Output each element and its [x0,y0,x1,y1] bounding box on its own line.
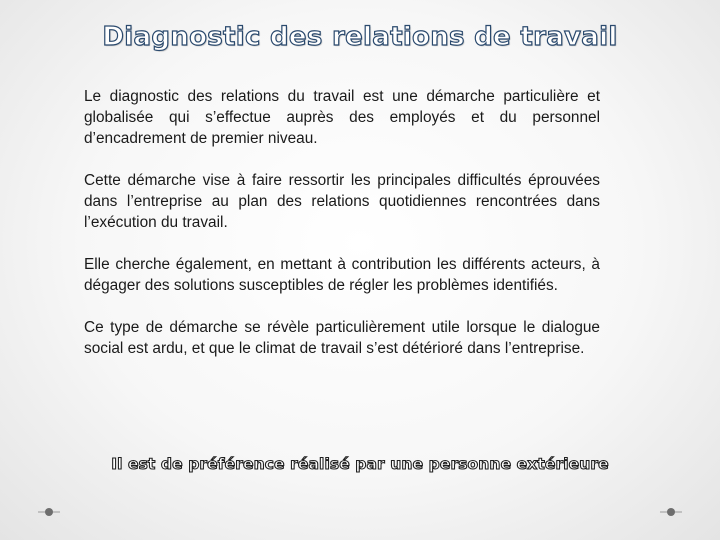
slide-conclusion: Il est de préférence réalisé par une personne extérieure [111,455,609,473]
paragraph-2: Cette démarche vise à faire ressortir les principales difficultés éprouvées dans l’entreprise au plan des relations quotidiennes rencontrées dans l’exécution du travail. [84,172,600,231]
slide-body [84,86,600,380]
pin-dot-icon [38,505,60,519]
pin-dot-icon [660,505,682,519]
paragraph-3: Elle cherche également, en mettant à contribution les différents acteurs, à dégager des solutions susceptibles de régler les problèmes identifiés. [84,256,600,294]
paragraph-1: Le diagnostic des relations du travail est une démarche particulière et globalisée qui s’effectue auprès des employés et du personnel d’encadrement de premier niveau. [84,88,600,147]
slide-title: Diagnostic des relations de travail [102,22,618,52]
paragraph-4: Ce type de démarche se révèle particulièrement utile lorsque le dialogue social est ardu, et que le climat de travail s’est détérioré dans l’entreprise. [84,319,600,357]
